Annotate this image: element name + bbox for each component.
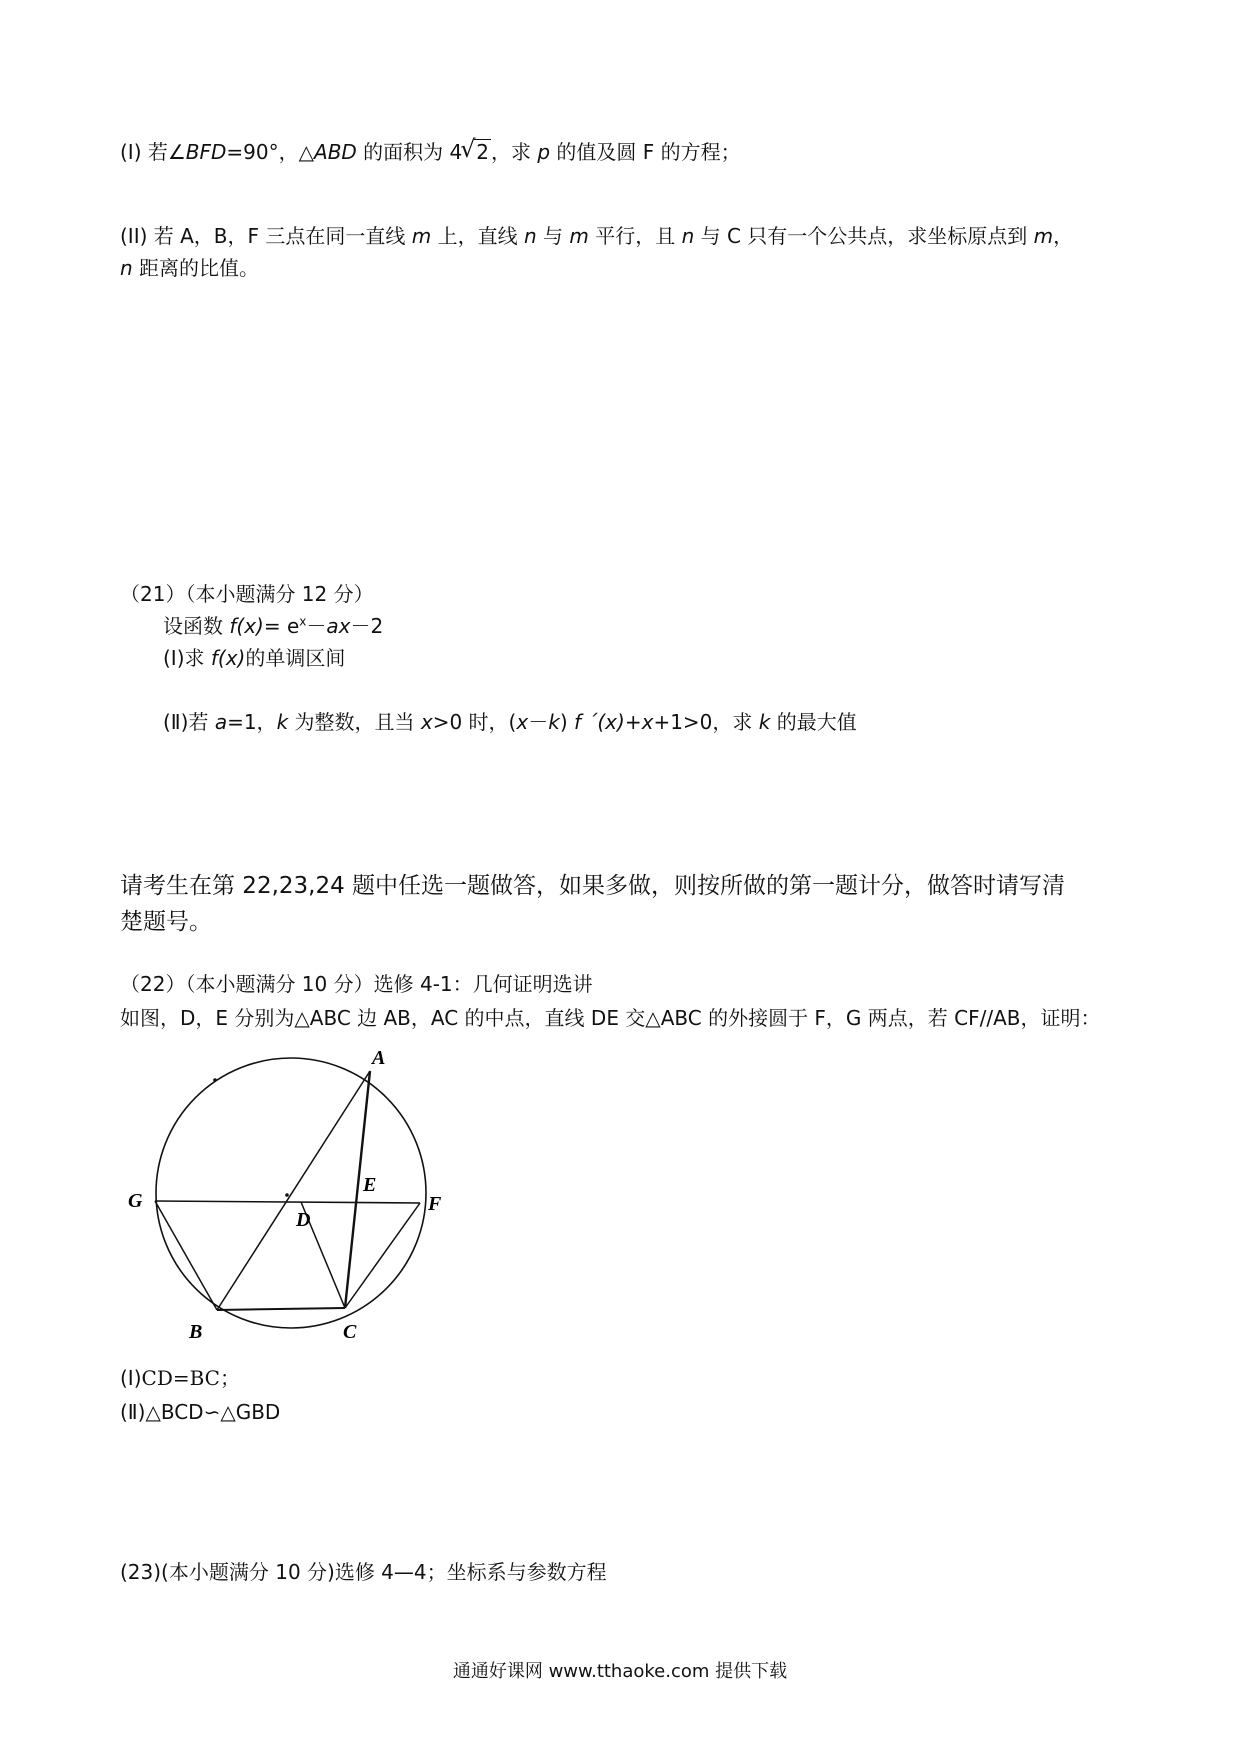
part-II-question-line2: n 距离的比值。 — [120, 256, 260, 280]
q23-header: (23)(本小题满分 10 分)选修 4—4；坐标系与参数方程 — [120, 1560, 607, 1584]
dot-mark — [213, 1078, 217, 1082]
page-footer: 通通好课网 www.tthaoke.com 提供下载 — [452, 1661, 788, 1682]
instruction-line2: 楚题号。 — [120, 909, 212, 935]
label-E: E — [363, 1174, 377, 1196]
label-A: A — [372, 1047, 386, 1069]
geometry-figure — [120, 1038, 460, 1338]
circumcircle — [156, 1058, 426, 1328]
q22-part-I: (Ⅰ)CD=BC； — [120, 1366, 240, 1390]
part-II-question-line1: (II) 若 A，B，F 三点在同一直线 m 上，直线 n 与 m 平行，且 n 与 C 只有一个公共点，求坐标原点到 m， — [120, 224, 1074, 248]
segment-GB — [155, 1201, 217, 1310]
part-I-question: (I) 若∠BFD=90°，△ABD 的面积为 4 √ 2 ，求 p 的值及圆 F 的方程； — [120, 135, 741, 164]
q21-header: （21）（本小题满分 12 分） — [120, 582, 374, 606]
segment-BC — [217, 1308, 345, 1310]
segment-AB — [217, 1071, 370, 1310]
q22-part-II: (Ⅱ)△BCD∽△GBD — [120, 1400, 281, 1424]
q21-part-I: (Ⅰ)求 f(x)的单调区间 — [163, 646, 346, 670]
instruction-line1: 请考生在第 22,23,24 题中任选一题做答，如果多做，则按所做的第一题计分，做答时请写清 — [120, 873, 1066, 899]
q22-header: （22）（本小题满分 10 分）选修 4-1：几何证明选讲 — [120, 972, 593, 996]
q22-stem: 如图，D，E 分别为△ABC 边 AB，AC 的中点，直线 DE 交△ABC 的外接圆于 F，G 两点，若 CF//AB，证明： — [120, 1006, 1101, 1030]
label-C: C — [343, 1321, 357, 1338]
q21-part-II: (Ⅱ)若 a=1，k 为整数，且当 x>0 时，(x－k) f ´(x)+x+1>0，求 k 的最大值 — [163, 710, 857, 734]
label-B: B — [189, 1321, 203, 1338]
dot-mark — [285, 1193, 289, 1197]
q21-definition: 设函数 $f(x)= e^x-ax-2$ — [163, 614, 384, 638]
line-GF — [155, 1201, 420, 1203]
label-G: G — [128, 1190, 143, 1212]
sqrt-symbol: √ 2 — [460, 135, 490, 164]
label-F: F — [428, 1193, 442, 1215]
label-D: D — [296, 1209, 311, 1231]
